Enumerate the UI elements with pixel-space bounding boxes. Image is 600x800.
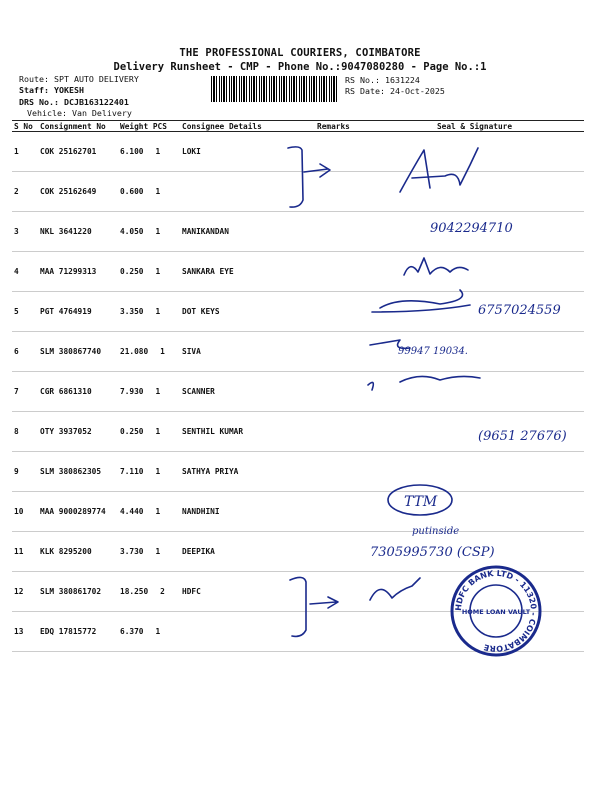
row-consignment: OTY 3937052 (38, 412, 118, 452)
signature-row4 (404, 258, 468, 275)
row-consignment: SLM 380861702 (38, 572, 118, 612)
col-consignment: Consignment No (38, 121, 118, 132)
svg-text:HDFC BANK LTD - 11320 - COIMBA: HDFC BANK LTD - 11320 - COIMBATORE (453, 568, 539, 654)
row-consignee: DEEPIKA (180, 532, 315, 572)
row-weight: 21.080 (120, 347, 149, 356)
row-consignee: LOKI (180, 132, 315, 172)
row-weight: 3.730 (120, 547, 144, 556)
row-sno: 11 (12, 532, 38, 572)
row-consignee: MANIKANDAN (180, 212, 315, 252)
phone-row11: 7305995730 (CSP) (370, 545, 495, 560)
row-pcs: 1 (155, 387, 161, 396)
row-consignee: DOT KEYS (180, 292, 315, 332)
row-consignee: HDFC (180, 572, 315, 612)
signature-row7 (368, 376, 480, 390)
row-pcs: 1 (155, 307, 161, 316)
row-sno: 8 (12, 412, 38, 452)
row-consignee: SENTHIL KUMAR (180, 412, 315, 452)
row-pcs: 1 (155, 227, 161, 236)
row-consignment: COK 25162649 (38, 172, 118, 212)
bracket-mark-bottom (290, 577, 306, 636)
initials-row10: TTM (404, 494, 438, 510)
row-consignee: SCANNER (180, 372, 315, 412)
row-sno: 5 (12, 292, 38, 332)
route: Route: SPT AUTO DELIVERY (19, 74, 139, 84)
row-sno: 3 (12, 212, 38, 252)
row-pcs: 1 (160, 347, 165, 356)
signature-row1 (400, 148, 478, 192)
row-pcs: 1 (155, 187, 161, 196)
note-row11: putinside (412, 526, 460, 537)
row-consignee: SANKARA EYE (180, 252, 315, 292)
row-weight: 18.250 (120, 587, 149, 596)
row-sno: 10 (12, 492, 38, 532)
row-sno: 6 (12, 332, 38, 372)
row-weight: 0.250 (120, 427, 144, 436)
col-seal: Seal & Signature (365, 121, 584, 132)
col-weight-pcs: Weight PCS (118, 121, 180, 132)
row-consignment: MAA 9000289774 (38, 492, 118, 532)
row-pcs: 1 (155, 467, 161, 476)
row-consignment: PGT 4764919 (38, 292, 118, 332)
phone-row3: 9042294710 (430, 221, 513, 236)
row-sno: 12 (12, 572, 38, 612)
row-pcs: 1 (155, 427, 161, 436)
col-remarks: Remarks (315, 121, 365, 132)
bracket-mark-top (288, 147, 303, 207)
drs-no: DRS No.: DCJB163122401 (19, 97, 129, 107)
row-consignee: NANDHINI (180, 492, 315, 532)
phone-row6: 99947 19034. (398, 346, 468, 357)
row-pcs: 1 (155, 507, 161, 516)
header-subtitle: Delivery Runsheet - CMP - Phone No.:9047080280 - Page No.:1 (113, 61, 487, 73)
col-sno: S No (12, 121, 38, 132)
vehicle: Vehicle: Van Delivery (27, 108, 132, 118)
row-weight: 0.600 (120, 187, 144, 196)
header-title: THE PROFESSIONAL COURIERS, COIMBATORE (179, 47, 421, 59)
row-weight: 6.100 (120, 147, 144, 156)
row-consignee: SIVA (180, 332, 315, 372)
row-sno: 4 (12, 252, 38, 292)
row-sno: 1 (12, 132, 38, 172)
row-pcs: 2 (160, 587, 165, 596)
row-weight: 4.440 (120, 507, 144, 516)
row-consignment: CGR 6861310 (38, 372, 118, 412)
hdfc-stamp (448, 563, 544, 659)
row-sno: 2 (12, 172, 38, 212)
row-consignment: MAA 71299313 (38, 252, 118, 292)
row-weight: 3.350 (120, 307, 144, 316)
col-consignee: Consignee Details (180, 121, 315, 132)
rs-date: RS Date: 24-Oct-2025 (345, 86, 445, 96)
row-consignment: NKL 3641220 (38, 212, 118, 252)
row-consignment: SLM 380862305 (38, 452, 118, 492)
row-weight: 4.050 (120, 227, 144, 236)
row-pcs: 1 (155, 267, 161, 276)
row-consignee: SATHYA PRIYA (180, 452, 315, 492)
row-sno: 7 (12, 372, 38, 412)
row-pcs: 1 (155, 147, 161, 156)
row-consignment: EDQ 17815772 (38, 612, 118, 652)
row-sno: 9 (12, 452, 38, 492)
row-weight: 7.110 (120, 467, 144, 476)
row-consignment: SLM 380867740 (38, 332, 118, 372)
signature-row5 (372, 290, 470, 312)
phone-row5: 6757024559 (478, 303, 561, 318)
row-weight: 6.370 (120, 627, 144, 636)
svg-text:HOME LOAN VAULT: HOME LOAN VAULT (461, 608, 531, 616)
staff: Staff: YOKESH (19, 85, 84, 95)
row-weight: 0.250 (120, 267, 144, 276)
row-consignment: KLK 8295200 (38, 532, 118, 572)
row-sno: 13 (12, 612, 38, 652)
phone-row8: (9651 27676) (478, 429, 567, 444)
row-consignment: COK 25162701 (38, 132, 118, 172)
signature-row13 (370, 578, 420, 600)
row-weight: 7.930 (120, 387, 144, 396)
row-pcs: 1 (155, 627, 161, 636)
rs-no: RS No.: 1631224 (345, 75, 420, 85)
row-pcs: 1 (155, 547, 161, 556)
